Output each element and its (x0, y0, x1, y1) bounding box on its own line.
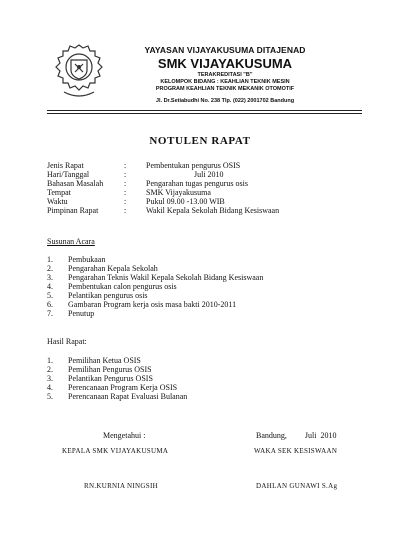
info-label: Pimpinan Rapat (47, 206, 99, 215)
info-value: Pengarahan tugas pengurus osis (146, 179, 248, 188)
list-item-number: 5. (47, 291, 53, 300)
place-date: Bandung, Juli 2010 (256, 431, 337, 440)
info-label: Jenis Rapat (47, 161, 84, 170)
acknowledged-label: Mengetahui : (103, 431, 146, 440)
info-label: Hari/Tanggal (47, 170, 90, 179)
agenda-item: Gambaran Program kerja osis masa bakti 2010-2011 (68, 300, 237, 309)
agenda-item: Pengarahan Kepala Sekolah (68, 264, 158, 273)
info-colon: : (124, 206, 127, 215)
left-signatory-name: RN.KURNIA NINGSIH (84, 482, 158, 490)
list-item-number: 3. (47, 273, 53, 282)
school-name: SMK VIJAYAKUSUMA (157, 56, 293, 71)
list-item-number: 7. (47, 309, 53, 318)
agenda-item: Pembentukan calon pengurus osis (68, 282, 177, 291)
result-item: Perencanaan Program Kerja OSIS (68, 383, 178, 392)
list-item-number: 2. (47, 365, 53, 374)
foundation-name: YAYASAN VIJAYAKUSUMA DITAJENAD (144, 45, 306, 55)
list-item-number: 3. (47, 374, 53, 383)
school-logo-icon (50, 42, 108, 102)
info-value: Wakil Kepala Sekolah Bidang Kesiswaan (146, 206, 280, 215)
info-value: Pukul 09.00 -13.00 WIB (146, 197, 225, 206)
letterhead-divider-thick (47, 110, 362, 111)
list-item-number: 1. (47, 255, 53, 264)
info-value: Pembentukan pengurus OSIS (146, 161, 241, 170)
agenda-item: Pembukaan (68, 255, 106, 264)
agenda-item: Pelantikan pengurus osis (68, 291, 148, 300)
list-item-number: 6. (47, 300, 53, 309)
list-item-number: 4. (47, 282, 53, 291)
info-colon: : (124, 197, 127, 206)
field-group-text: KELOMPOK BIDANG : KEAHLIAN TEKNIK MESIN (160, 79, 290, 85)
info-label: Waktu (47, 197, 68, 206)
result-item: Pelantikan Pengurus OSIS (68, 374, 153, 383)
info-colon: : (124, 179, 127, 188)
list-item-number: 1. (47, 356, 53, 365)
result-item: Perencanaan Rapat Evaluasi Bulanan (68, 392, 188, 401)
info-colon: : (124, 188, 127, 197)
agenda-item: Pengarahan Teknis Wakil Kepala Sekolah Bidang Kesiswaan (68, 273, 264, 282)
result-item: Pemilihan Pengurus OSIS (68, 365, 152, 374)
document-title: NOTULEN RAPAT (149, 135, 251, 147)
info-value: Juli 2010 (194, 170, 224, 179)
info-colon: : (124, 161, 127, 170)
school-address: Jl. Dr.Setiabudhi No. 238 Tlp. (022) 2001702 Bandung (155, 98, 295, 104)
result-item: Pemilihan Ketua OSIS (68, 356, 141, 365)
info-label: Bahasan Masalah (47, 179, 104, 188)
letterhead-divider-thin (47, 113, 362, 114)
info-colon: : (124, 170, 127, 179)
info-value: SMK Vijayakusuma (146, 188, 211, 197)
right-signatory-name: DAHLAN GUNAWI S.Ag (256, 482, 338, 490)
list-item-number: 4. (47, 383, 53, 392)
left-signatory-role: KEPALA SMK VIJAYAKUSUMA (62, 447, 169, 455)
info-label: Tempat (47, 188, 71, 197)
list-item-number: 2. (47, 264, 53, 273)
right-signatory-role: WAKA SEK KESISWAAN (254, 447, 338, 455)
accreditation-text: TERAKREDITASI "B" (197, 72, 253, 78)
agenda-item: Penutup (68, 309, 95, 318)
results-heading: Hasil Rapat: (47, 337, 87, 346)
agenda-heading: Susunan Acara (47, 237, 95, 246)
list-item-number: 5. (47, 392, 53, 401)
program-text: PROGRAM KEAHLIAN TEKNIK MEKANIK OTOMOTIF (155, 86, 295, 92)
